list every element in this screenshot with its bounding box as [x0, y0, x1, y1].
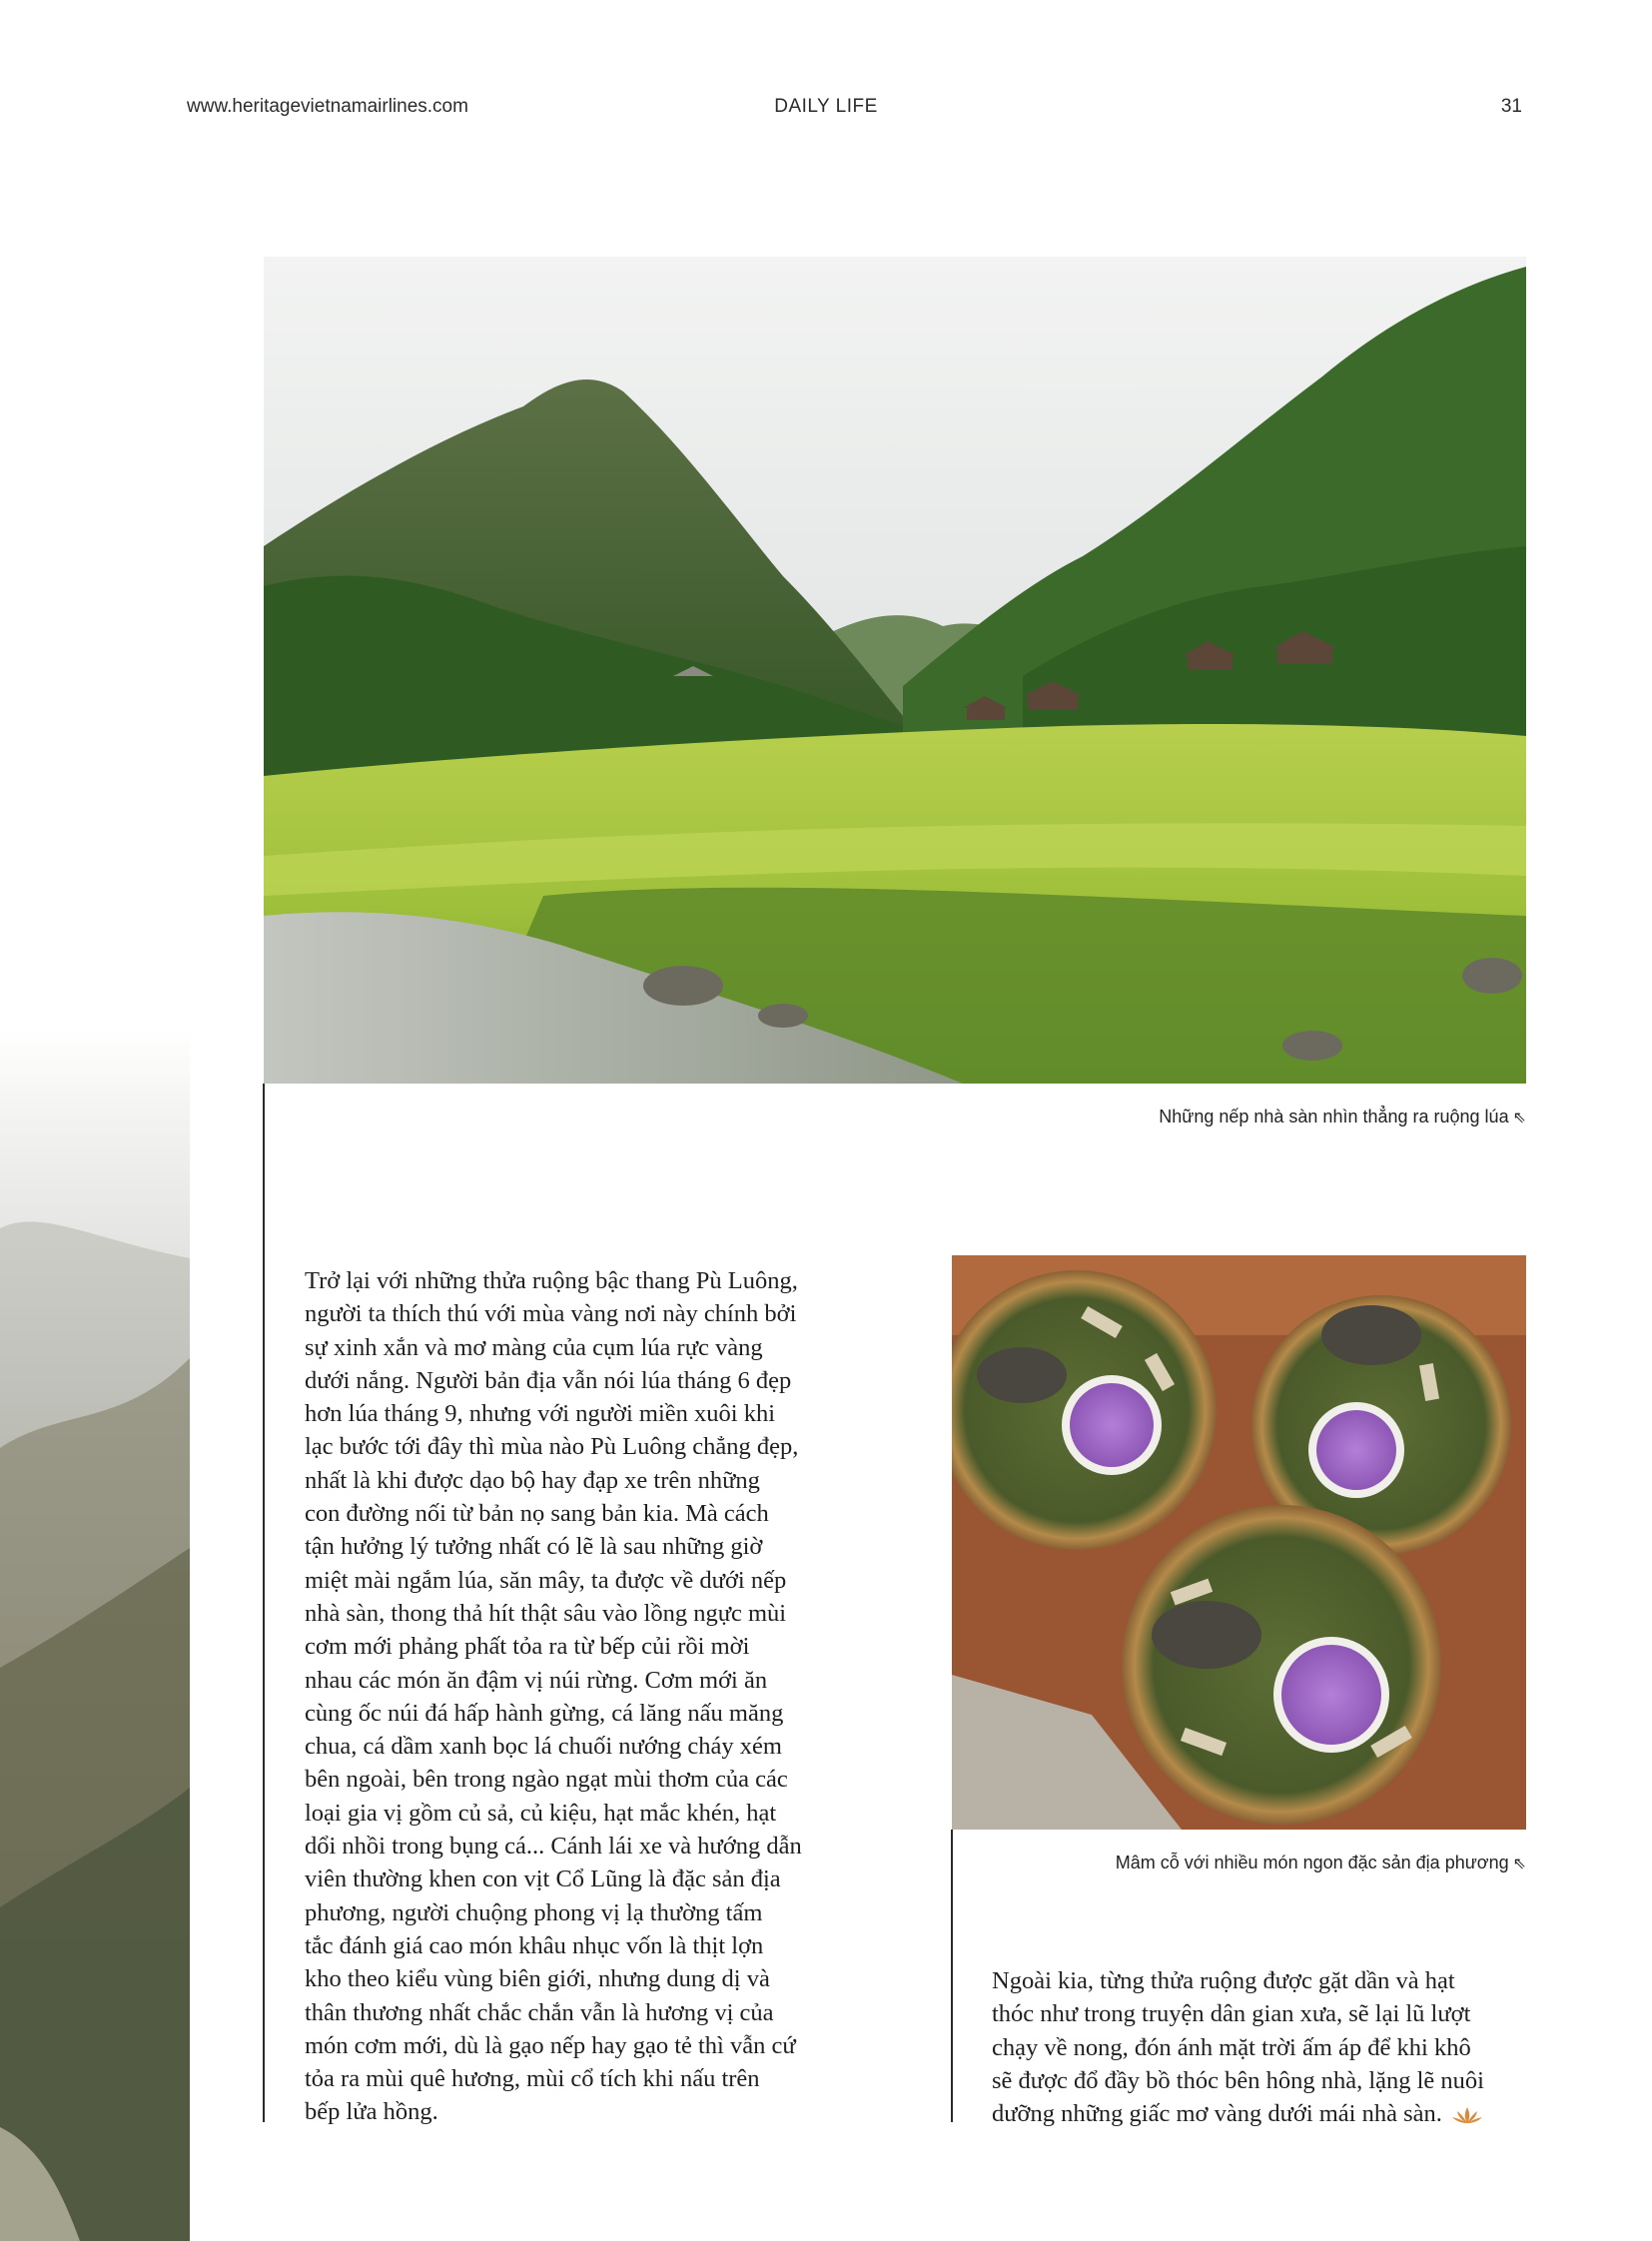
landscape-photo — [264, 257, 1526, 1084]
article-main-paragraph: Trở lại với những thửa ruộng bậc thang Pù Luông, người ta thích thú với mùa vàng nơi này chính bởi sự xinh xắn và mơ màng của cụm lúa rực vàng dưới nắng. Người bản địa vẫn nói lúa tháng 6 đẹp hơn lúa tháng 9, nhưng với người miền xuôi khi lạc bước tới đây thì mùa nào Pù Luông chẳng đẹp, nhất là khi được dạo bộ hay đạp xe trên những con đường nối từ bản nọ sang bản kia. Mà cách tận hưởng lý tưởng nhất có lẽ là sau những giờ miệt mài ngắm lúa, săn mây, ta được về dưới nếp nhà sàn, thong thả hít thật sâu vào lồng ngực mùi cơm mới phảng phất tỏa ra từ bếp củi rồi mời nhau các món ăn đậm vị núi rừng. Cơm mới ăn cùng ốc núi đá hấp hành gừng, cá lăng nấu măng chua, cá dầm xanh bọc lá chuối nướng cháy xém bên ngoài, bên trong ngào ngạt mùi thơm của các loại gia vị gồm củ sả, củ kiệu, hạt mắc khén, hạt dổi nhồi trong bụng cá... Cánh lái xe và hướng dẫn viên thường khen con vịt Cổ Lũng là đặc sản địa phương, người chuộng phong vị lạ thường tấm tắc đánh giá cao món khâu nhục vốn là thịt lợn kho theo kiểu vùng biên giới, nhưng dung dị và thân thương nhất chắc chắn vẫn là hương vị của món cơm mới, dù là gạo nếp hay gạo tẻ thì vẫn cứ tỏa ra mùi quê hương, mùi cổ tích khi nấu trên bếp lửa hồng. — [305, 1267, 802, 2126]
caption-rule-food — [951, 1830, 953, 2122]
caption-rule-main — [263, 1084, 265, 2122]
main-photo-caption — [827, 1106, 1526, 1129]
main-photo-caption-text: Những nếp nhà sàn nhìn thẳng ra ruộng lúa — [1159, 1107, 1509, 1126]
lotus-icon — [1452, 2101, 1482, 2134]
arrow-up-left-icon: ⇖ — [1512, 1856, 1526, 1872]
mountain-mist-strip — [0, 1029, 190, 2241]
section-title: DAILY LIFE — [774, 96, 878, 117]
food-tray-photo — [952, 1255, 1526, 1830]
arrow-up-left-icon: ⇖ — [1512, 1110, 1526, 1126]
website-url: www.heritagevietnamairlines.com — [187, 96, 468, 117]
food-photo-caption-text: Mâm cỗ với nhiều món ngon đặc sản địa phương — [1115, 1853, 1509, 1872]
article-closing-paragraph — [992, 1964, 1531, 2134]
article-closing-text: Ngoài kia, từng thửa ruộng được gặt dần và hạt thóc như trong truyện dân gian xưa, sẽ lại lũ lượt chạy về nong, đón ánh mặt trời ấm áp để khi khô sẽ được đổ đầy bồ thóc bên hông nhà, lặng lẽ nuôi dưỡng những giấc mơ vàng dưới mái nhà sàn. — [992, 1967, 1484, 2128]
page-number: 31 — [1500, 96, 1522, 117]
food-photo-caption — [967, 1852, 1526, 1875]
